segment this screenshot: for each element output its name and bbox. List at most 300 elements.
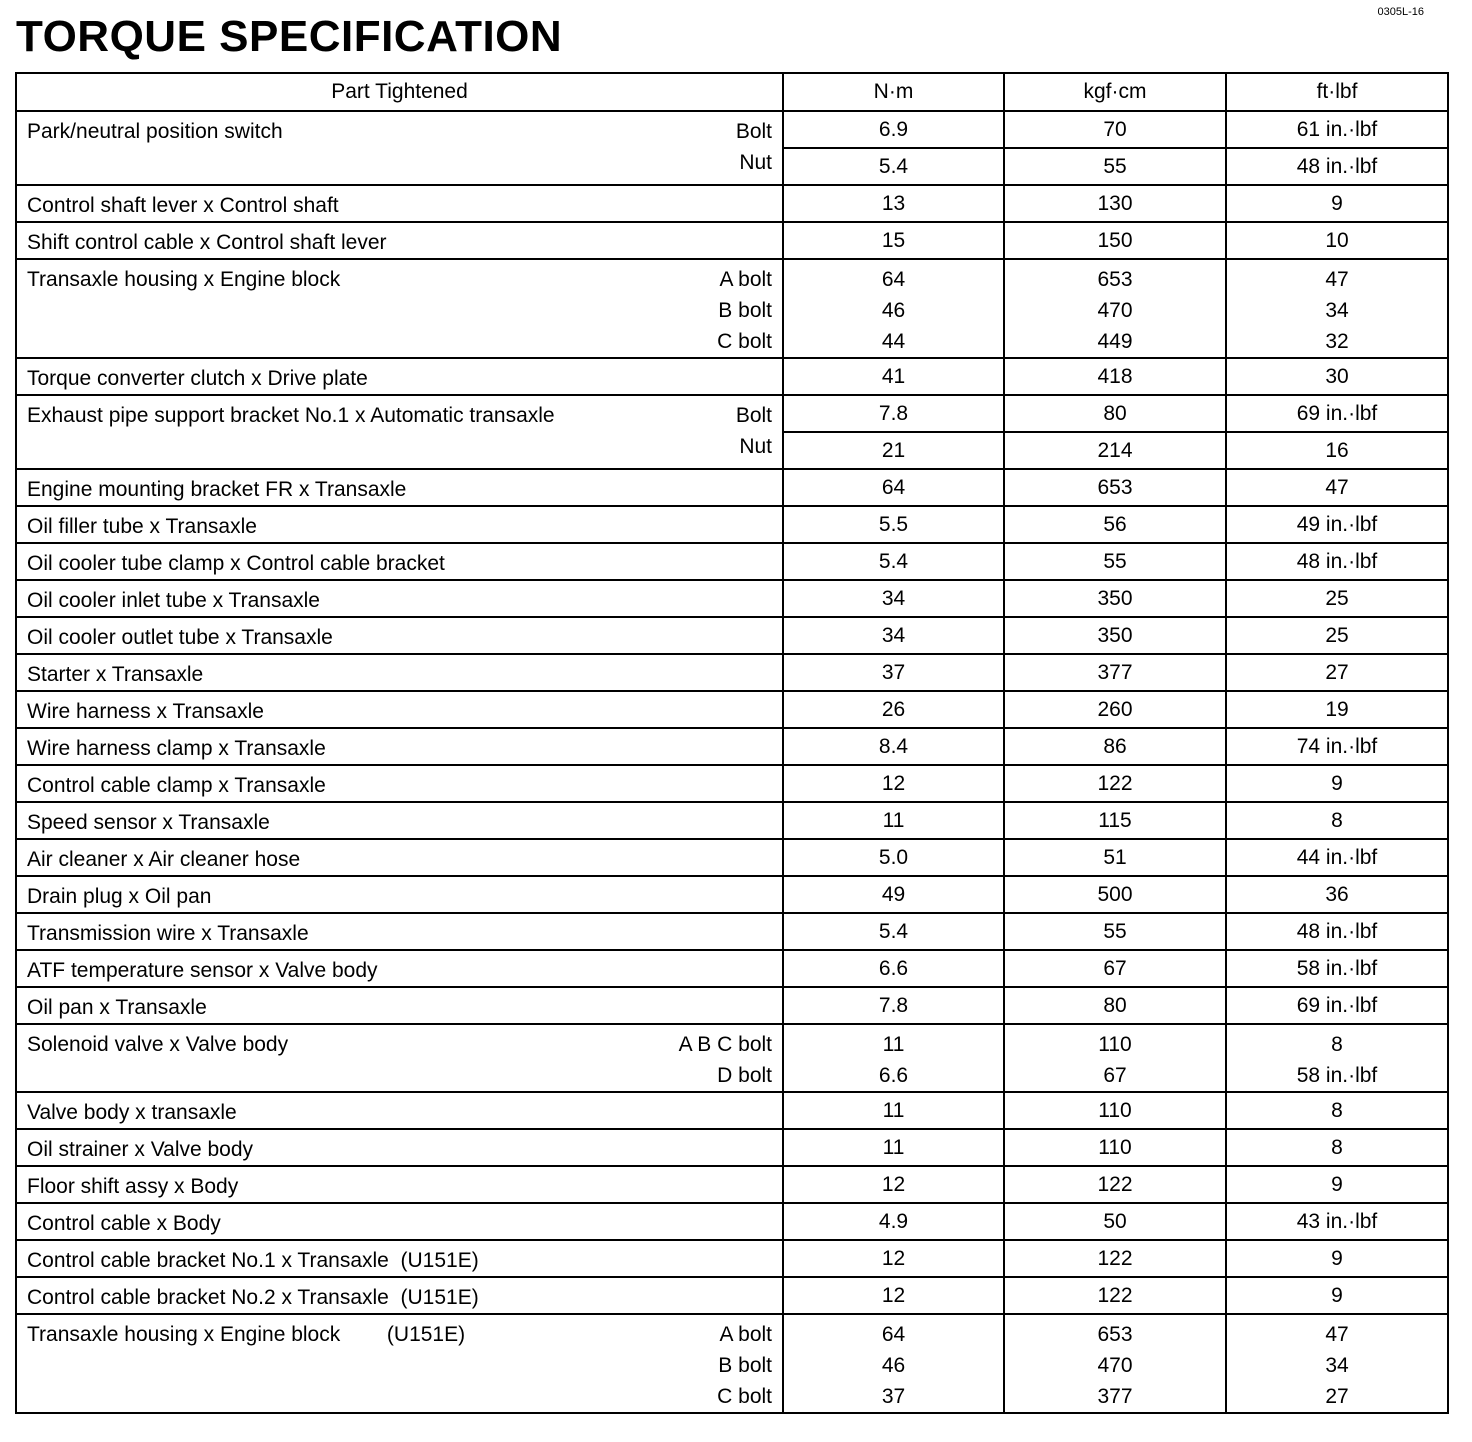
value-nm: 13 — [881, 192, 906, 215]
value-nm: 5.4 — [878, 550, 909, 573]
part-name: Transmission wire x Transaxle — [27, 922, 309, 945]
value-cell-kgf — [1004, 469, 1226, 506]
value-cell-kgf — [1004, 543, 1226, 580]
fastener-label: Bolt — [735, 120, 772, 143]
value-nm: 6.6 — [878, 1064, 909, 1087]
value-cell-nm — [783, 1166, 1004, 1203]
value-cell-kgf — [1004, 358, 1226, 395]
value-cell-ft — [1226, 1203, 1448, 1240]
value-cell-nm — [783, 839, 1004, 876]
value-nm: 34 — [881, 624, 906, 647]
part-line — [27, 116, 772, 147]
value-nm: 4.9 — [878, 1210, 909, 1233]
part-line — [27, 400, 772, 431]
part-name: Floor shift assy x Body — [27, 1175, 239, 1198]
part-cell — [16, 802, 783, 839]
value-cell-kgf — [1004, 987, 1226, 1024]
value-kgf: 55 — [1005, 147, 1225, 184]
value-kgf: 56 — [1103, 513, 1127, 536]
part-cell — [16, 1277, 783, 1314]
value-nm: 11 — [882, 1136, 905, 1159]
value-cell-ft — [1226, 1166, 1448, 1203]
value-kgf: 500 — [1097, 883, 1133, 906]
part-cell — [16, 913, 783, 950]
fastener-label: Nut — [739, 435, 772, 458]
part-cell — [16, 1203, 783, 1240]
table-row — [16, 358, 1448, 395]
part-name: Control cable clamp x Transaxle — [27, 774, 326, 797]
part-line — [27, 431, 772, 462]
fastener-label: B bolt — [718, 1354, 772, 1377]
column-header-part: Part Tightened — [16, 73, 783, 111]
fastener-label: Bolt — [735, 404, 772, 427]
value-cell-nm — [783, 728, 1004, 765]
value-nm: 46 — [881, 1354, 906, 1377]
part-cell — [16, 617, 783, 654]
value-cell-ft — [1226, 358, 1448, 395]
part-name: ATF temperature sensor x Valve body — [27, 959, 378, 982]
value-ft: 48 in.·lbf — [1296, 550, 1378, 573]
part-cell — [16, 111, 783, 185]
value-cell-ft — [1226, 1240, 1448, 1277]
value-kgf: 470 — [1097, 299, 1133, 322]
part-name: Oil cooler tube clamp x Control cable bracket — [27, 552, 445, 575]
table-row — [16, 1314, 1448, 1413]
fastener-label: C bolt — [717, 330, 772, 353]
value-cell-nm — [783, 395, 1004, 469]
value-kgf: 260 — [1097, 698, 1133, 721]
fastener-label: D bolt — [717, 1064, 772, 1087]
value-nm: 37 — [881, 661, 906, 684]
value-nm: 5.0 — [878, 846, 909, 869]
value-nm: 5.4 — [784, 147, 1003, 184]
part-name: Wire harness clamp x Transaxle — [27, 737, 326, 760]
value-ft: 69 in.·lbf — [1296, 402, 1378, 425]
part-line — [27, 147, 772, 178]
value-ft: 25 — [1325, 624, 1349, 647]
table-row — [16, 1203, 1448, 1240]
part-cell — [16, 728, 783, 765]
table-row — [16, 111, 1448, 185]
fastener-label: C bolt — [717, 1385, 772, 1408]
part-name: Transaxle housing x Engine block — [27, 268, 341, 291]
value-cell-ft — [1226, 802, 1448, 839]
part-line — [27, 548, 772, 579]
value-cell-nm — [783, 1024, 1004, 1092]
part-line — [27, 511, 772, 542]
part-line — [27, 1097, 772, 1128]
value-cell-ft — [1226, 950, 1448, 987]
value-cell-ft — [1226, 185, 1448, 222]
value-cell-ft — [1226, 259, 1448, 358]
value-ft: 9 — [1331, 192, 1343, 215]
part-name: Control cable bracket No.1 x Transaxle (U151E) — [27, 1249, 479, 1272]
value-cell-ft — [1226, 1314, 1448, 1413]
part-name: Engine mounting bracket FR x Transaxle — [27, 478, 407, 501]
part-line — [27, 1134, 772, 1165]
value-ft: 25 — [1325, 587, 1349, 610]
value-kgf: 110 — [1098, 1099, 1132, 1122]
part-cell — [16, 259, 783, 358]
part-name: Park/neutral position switch — [27, 120, 283, 143]
value-kgf: 122 — [1097, 1284, 1133, 1307]
value-nm: 15 — [881, 229, 906, 252]
table-row — [16, 913, 1448, 950]
value-ft: 8 — [1331, 809, 1343, 832]
value-kgf: 55 — [1103, 920, 1127, 943]
value-kgf: 110 — [1098, 1033, 1132, 1056]
column-header-ftlbf: ft·lbf — [1226, 73, 1448, 111]
value-cell-ft — [1226, 839, 1448, 876]
value-cell-ft — [1226, 1129, 1448, 1166]
value-kgf: 86 — [1103, 735, 1127, 758]
value-nm: 64 — [881, 1323, 906, 1346]
value-cell-nm — [783, 543, 1004, 580]
value-cell-kgf — [1004, 802, 1226, 839]
value-kgf: 122 — [1097, 1247, 1133, 1270]
table-row — [16, 654, 1448, 691]
value-nm: 6.9 — [878, 118, 909, 141]
part-name: Torque converter clutch x Drive plate — [27, 367, 368, 390]
value-ft: 43 in.·lbf — [1296, 1210, 1378, 1233]
part-name: Starter x Transaxle — [27, 663, 204, 686]
value-cell-kgf — [1004, 1314, 1226, 1413]
value-kgf: 67 — [1103, 1064, 1127, 1087]
value-ft: 47 — [1325, 268, 1349, 291]
part-line — [27, 227, 772, 258]
fastener-label: A bolt — [719, 268, 772, 291]
table-row — [16, 617, 1448, 654]
value-cell-nm — [783, 506, 1004, 543]
table-row — [16, 395, 1448, 469]
value-cell-kgf — [1004, 1277, 1226, 1314]
value-cell-nm — [783, 913, 1004, 950]
value-ft: 74 in.·lbf — [1296, 735, 1378, 758]
table-row — [16, 185, 1448, 222]
value-kgf: 653 — [1097, 1323, 1133, 1346]
value-cell-ft — [1226, 469, 1448, 506]
value-cell-ft — [1226, 617, 1448, 654]
value-nm: 12 — [881, 1173, 906, 1196]
value-cell-ft — [1226, 580, 1448, 617]
value-nm: 41 — [881, 365, 906, 388]
table-header-row — [16, 73, 1448, 111]
part-line — [27, 955, 772, 986]
value-cell-kgf — [1004, 259, 1226, 358]
part-line — [27, 326, 772, 357]
value-cell-kgf — [1004, 691, 1226, 728]
value-cell-nm — [783, 358, 1004, 395]
part-line — [27, 733, 772, 764]
value-ft: 58 in.·lbf — [1296, 957, 1378, 980]
value-nm: 5.4 — [878, 920, 909, 943]
value-cell-nm — [783, 185, 1004, 222]
part-name: Control cable x Body — [27, 1212, 221, 1235]
value-ft: 27 — [1325, 1385, 1349, 1408]
value-nm: 46 — [881, 299, 906, 322]
part-cell — [16, 580, 783, 617]
value-cell-nm — [783, 259, 1004, 358]
value-ft: 9 — [1331, 1173, 1343, 1196]
value-cell-kgf — [1004, 1092, 1226, 1129]
value-cell-nm — [783, 580, 1004, 617]
value-cell-nm — [783, 802, 1004, 839]
part-name: Oil pan x Transaxle — [27, 996, 207, 1019]
value-ft: 47 — [1325, 476, 1349, 499]
value-cell-kgf — [1004, 913, 1226, 950]
part-cell — [16, 395, 783, 469]
table-row — [16, 469, 1448, 506]
value-cell-kgf — [1004, 580, 1226, 617]
value-cell-ft — [1226, 987, 1448, 1024]
part-line — [27, 190, 772, 221]
fastener-label: Nut — [739, 151, 772, 174]
value-cell-nm — [783, 469, 1004, 506]
part-name: Oil filler tube x Transaxle — [27, 515, 257, 538]
value-nm: 64 — [881, 476, 906, 499]
part-line — [27, 264, 772, 295]
value-nm: 37 — [881, 1385, 906, 1408]
value-cell-kgf — [1004, 839, 1226, 876]
part-cell — [16, 691, 783, 728]
table-row — [16, 1166, 1448, 1203]
value-ft: 9 — [1331, 1247, 1343, 1270]
part-line — [27, 659, 772, 690]
document-code: 0305L-16 — [1377, 6, 1424, 18]
value-nm: 8.4 — [878, 735, 909, 758]
value-cell-kgf — [1004, 876, 1226, 913]
value-kgf: 67 — [1103, 957, 1127, 980]
value-nm: 26 — [881, 698, 906, 721]
part-line — [27, 807, 772, 838]
value-cell-kgf — [1004, 395, 1226, 469]
value-kgf: 214 — [1005, 431, 1225, 468]
value-kgf: 70 — [1103, 118, 1127, 141]
value-kgf: 377 — [1097, 1385, 1133, 1408]
value-cell-ft — [1226, 876, 1448, 913]
value-cell-nm — [783, 987, 1004, 1024]
value-cell-ft — [1226, 111, 1448, 185]
part-cell — [16, 1092, 783, 1129]
value-cell-nm — [783, 876, 1004, 913]
value-nm: 5.5 — [878, 513, 909, 536]
value-nm: 7.8 — [878, 402, 909, 425]
part-name: Control shaft lever x Control shaft — [27, 194, 339, 217]
table-row — [16, 1129, 1448, 1166]
value-kgf: 653 — [1097, 476, 1133, 499]
value-cell-nm — [783, 950, 1004, 987]
value-kgf: 110 — [1098, 1136, 1132, 1159]
value-kgf: 350 — [1097, 587, 1133, 610]
value-ft: 10 — [1325, 229, 1349, 252]
value-kgf: 653 — [1097, 268, 1133, 291]
part-line — [27, 363, 772, 394]
value-ft: 8 — [1331, 1136, 1343, 1159]
value-nm: 6.6 — [878, 957, 909, 980]
value-ft: 36 — [1325, 883, 1349, 906]
value-ft: 9 — [1331, 1284, 1343, 1307]
part-cell — [16, 987, 783, 1024]
part-line — [27, 585, 772, 616]
value-cell-ft — [1226, 913, 1448, 950]
value-kgf: 377 — [1097, 661, 1133, 684]
value-cell-nm — [783, 691, 1004, 728]
fastener-label: A bolt — [719, 1323, 772, 1346]
value-cell-ft — [1226, 728, 1448, 765]
value-ft: 27 — [1325, 661, 1349, 684]
value-kgf: 350 — [1097, 624, 1133, 647]
table-row — [16, 1092, 1448, 1129]
value-ft: 49 in.·lbf — [1296, 513, 1378, 536]
value-ft: 8 — [1331, 1033, 1343, 1056]
value-ft: 48 in.·lbf — [1227, 147, 1447, 184]
part-line — [27, 474, 772, 505]
value-cell-nm — [783, 1314, 1004, 1413]
value-kgf: 80 — [1103, 402, 1127, 425]
value-cell-ft — [1226, 395, 1448, 469]
part-cell — [16, 765, 783, 802]
part-line — [27, 622, 772, 653]
value-ft: 58 in.·lbf — [1296, 1064, 1378, 1087]
value-cell-kgf — [1004, 185, 1226, 222]
value-cell-ft — [1226, 691, 1448, 728]
part-line — [27, 696, 772, 727]
part-name: Drain plug x Oil pan — [27, 885, 212, 908]
table-row — [16, 1024, 1448, 1092]
part-cell — [16, 185, 783, 222]
part-line — [27, 1060, 772, 1091]
part-cell — [16, 469, 783, 506]
part-cell — [16, 222, 783, 259]
value-nm: 11 — [882, 1033, 905, 1056]
part-cell — [16, 358, 783, 395]
part-line — [27, 1029, 772, 1060]
table-row — [16, 543, 1448, 580]
part-line — [27, 770, 772, 801]
column-header-nm: N·m — [783, 73, 1004, 111]
value-nm: 49 — [881, 883, 906, 906]
value-cell-nm — [783, 1240, 1004, 1277]
part-name: Solenoid valve x Valve body — [27, 1033, 289, 1056]
value-cell-kgf — [1004, 1129, 1226, 1166]
value-cell-ft — [1226, 543, 1448, 580]
value-cell-kgf — [1004, 111, 1226, 185]
value-cell-kgf — [1004, 765, 1226, 802]
torque-spec-table — [15, 72, 1449, 1414]
value-ft: 30 — [1325, 365, 1349, 388]
value-kgf: 470 — [1097, 1354, 1133, 1377]
table-row — [16, 506, 1448, 543]
table-row — [16, 802, 1448, 839]
part-cell — [16, 839, 783, 876]
value-nm: 11 — [882, 1099, 905, 1122]
table-row — [16, 876, 1448, 913]
part-line — [27, 1171, 772, 1202]
value-ft: 32 — [1325, 330, 1349, 353]
value-kgf: 55 — [1103, 550, 1127, 573]
value-kgf: 122 — [1097, 772, 1133, 795]
fastener-label: B bolt — [718, 299, 772, 322]
value-cell-nm — [783, 765, 1004, 802]
value-ft: 34 — [1325, 1354, 1349, 1377]
table-row — [16, 580, 1448, 617]
value-cell-nm — [783, 1129, 1004, 1166]
part-cell — [16, 654, 783, 691]
value-nm: 12 — [881, 1284, 906, 1307]
part-line — [27, 1208, 772, 1239]
part-cell — [16, 1314, 783, 1413]
value-nm: 64 — [881, 268, 906, 291]
table-row — [16, 222, 1448, 259]
part-name: Valve body x transaxle — [27, 1101, 237, 1124]
value-ft: 19 — [1325, 698, 1349, 721]
part-line — [27, 1350, 772, 1381]
value-cell-nm — [783, 617, 1004, 654]
table-row — [16, 839, 1448, 876]
value-nm: 44 — [881, 330, 906, 353]
part-cell — [16, 950, 783, 987]
value-ft: 48 in.·lbf — [1296, 920, 1378, 943]
table-row — [16, 987, 1448, 1024]
part-name: Oil cooler inlet tube x Transaxle — [27, 589, 320, 612]
value-cell-ft — [1226, 222, 1448, 259]
value-ft: 61 in.·lbf — [1296, 118, 1378, 141]
table-row — [16, 259, 1448, 358]
value-kgf: 122 — [1097, 1173, 1133, 1196]
part-line — [27, 881, 772, 912]
value-cell-kgf — [1004, 654, 1226, 691]
value-kgf: 50 — [1103, 1210, 1127, 1233]
value-cell-nm — [783, 222, 1004, 259]
value-nm: 34 — [881, 587, 906, 610]
part-cell — [16, 1166, 783, 1203]
value-cell-kgf — [1004, 1166, 1226, 1203]
part-name: Oil strainer x Valve body — [27, 1138, 254, 1161]
value-cell-kgf — [1004, 728, 1226, 765]
value-ft: 34 — [1325, 299, 1349, 322]
part-line — [27, 1282, 772, 1313]
value-ft: 69 in.·lbf — [1296, 994, 1378, 1017]
part-line — [27, 1381, 772, 1412]
table-row — [16, 1277, 1448, 1314]
value-nm: 7.8 — [878, 994, 909, 1017]
fastener-label: A B C bolt — [678, 1033, 772, 1056]
value-cell-kgf — [1004, 617, 1226, 654]
part-cell — [16, 506, 783, 543]
value-cell-kgf — [1004, 506, 1226, 543]
part-cell — [16, 876, 783, 913]
value-ft: 9 — [1331, 772, 1343, 795]
page-title: TORQUE SPECIFICATION — [16, 12, 563, 61]
table-row — [16, 950, 1448, 987]
value-nm: 12 — [881, 1247, 906, 1270]
value-ft: 44 in.·lbf — [1296, 846, 1378, 869]
value-cell-nm — [783, 1203, 1004, 1240]
part-name: Speed sensor x Transaxle — [27, 811, 270, 834]
value-cell-ft — [1226, 765, 1448, 802]
table-row — [16, 728, 1448, 765]
value-ft: 16 — [1227, 431, 1447, 468]
part-line — [27, 1245, 772, 1276]
part-name: Air cleaner x Air cleaner hose — [27, 848, 301, 871]
part-name: Exhaust pipe support bracket No.1 x Automatic transaxle — [27, 404, 555, 427]
value-kgf: 150 — [1097, 229, 1133, 252]
value-cell-nm — [783, 1092, 1004, 1129]
value-kgf: 51 — [1103, 846, 1127, 869]
part-name: Shift control cable x Control shaft lever — [27, 231, 387, 254]
part-name: Control cable bracket No.2 x Transaxle (U151E) — [27, 1286, 479, 1309]
value-ft: 8 — [1331, 1099, 1343, 1122]
